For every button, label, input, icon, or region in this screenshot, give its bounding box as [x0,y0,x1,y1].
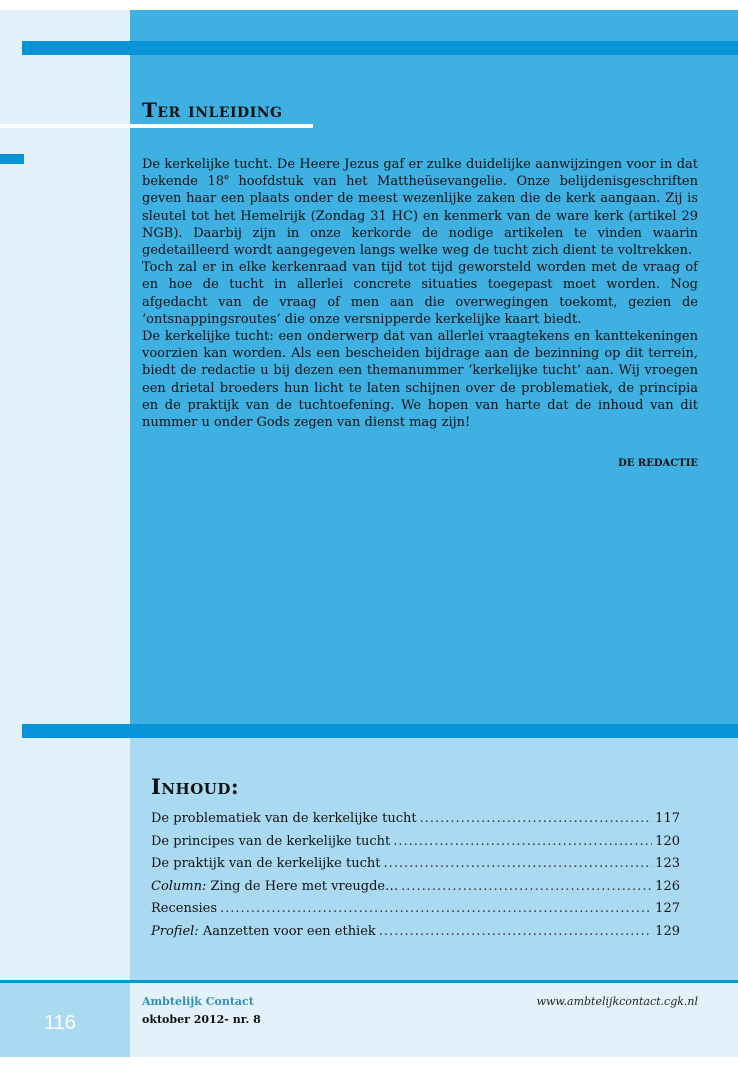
intro-title-underline [0,124,313,128]
intro-paragraph: Toch zal er in elke kerkenraad van tijd tot tijd geworsteld worden met de vraag of en hoe de tucht in allerlei concrete situaties toegepast moet worden. Nog afgedacht van de vraag of men aan die overwegingen toekomt, gezien de ‘ontsnappingsroutes’ die onze versnipperde kerkelijke kaart biedt. [142,260,698,327]
toc-entry-title: De problematiek van de kerkelijke tucht [151,811,417,826]
toc-entry-label [151,856,380,871]
top-accent-bar [22,41,738,55]
toc-leader-dots [383,856,652,871]
toc-entry[interactable] [151,856,680,879]
toc-leader-dots [379,924,652,939]
website-link[interactable]: www.ambtelijkcontact.cgk.nl [536,995,698,1008]
toc-leader-dots [220,901,652,916]
toc-entry-label [151,834,390,849]
intro-paragraph-text: hoofdstuk van het Mattheüsevangelie. Onze belijdenisgeschriften geven haar een plaats onder de meest wezenlijke zaken die de kerk aangaan. Zij is sleutel tot het Hemelrijk (Zondag 31 HC) en kenmerk van de ware kerk (artikel 29 NGB). Daarbij zijn in onze kerkorde de nodige artikelen te vinden waarin gedetailleerd wordt aangegeven langs welke weg de tucht zich dient te voltrekken. [142,174,698,259]
issue-info: oktober 2012- nr. 8 [142,1013,261,1026]
intro-paragraph [142,156,698,259]
toc-leader-dots [420,811,653,826]
toc-entry[interactable] [151,901,680,924]
toc-entry-page: 120 [655,833,680,849]
toc-entry-page: 117 [655,811,680,826]
toc-entry-title: De principes van de kerkelijke tucht [151,833,391,849]
toc-entry-label [151,901,217,916]
toc-entry-title: Zing de Here met vreugde… [206,878,399,894]
intro-body [142,156,698,431]
toc-entry[interactable] [151,811,680,834]
toc-entry-label [151,811,417,826]
toc-entry-page: 127 [655,901,680,917]
toc-entry-prefix: Column: [151,878,207,894]
middle-accent-bar [22,724,738,738]
page-number: 116 [44,1012,76,1034]
toc-entry-label [151,879,398,894]
toc-leader-dots [393,834,652,849]
publication-name: Ambtelijk Contact [142,995,254,1008]
editorial-signature: DE REDACTIE [618,458,698,469]
toc-entry-page: 123 [655,856,680,872]
toc-entry-title: Recensies [151,901,218,917]
toc-leader-dots [401,879,652,894]
toc-entry-prefix: Profiel: [151,923,199,939]
toc-entry-title: De praktijk van de kerkelijke tucht [151,856,381,872]
left-accent-mark [0,154,24,164]
toc-entry-label [151,924,376,939]
toc-entry-page: 126 [655,878,680,894]
toc-entry[interactable] [151,834,680,857]
toc-entry-title: Aanzetten voor een ethiek [198,923,376,939]
toc-entry[interactable] [151,879,680,902]
intro-title: Ter inleiding [142,98,283,122]
toc-entry-page: 129 [655,923,680,939]
intro-paragraph-text: De kerkelijke tucht. De Heere Jezus gaf er zulke duidelijke aanwijzingen voor in dat bekende 18 [142,157,698,190]
table-of-contents [151,811,680,947]
intro-paragraph: De kerkelijke tucht: een onderwerp dat van allerlei vraagtekens en kanttekeningen voorzien kan worden. Als een bescheiden bijdrage aan de bezinning op dit terrein, biedt de redactie u bij dezen een themanummer ‘kerkelijke tucht’ aan. Wij vroegen een drietal broeders hun licht te laten schijnen over de problematiek, de principia en de praktijk van de tuchtoefening. We hopen van harte dat de inhoud van dit nummer u onder Gods zegen van dienst mag zijn! [142,329,698,431]
contents-title: Inhoud: [151,774,240,799]
toc-entry[interactable] [151,924,680,947]
ordinal-superscript: e [224,172,229,182]
